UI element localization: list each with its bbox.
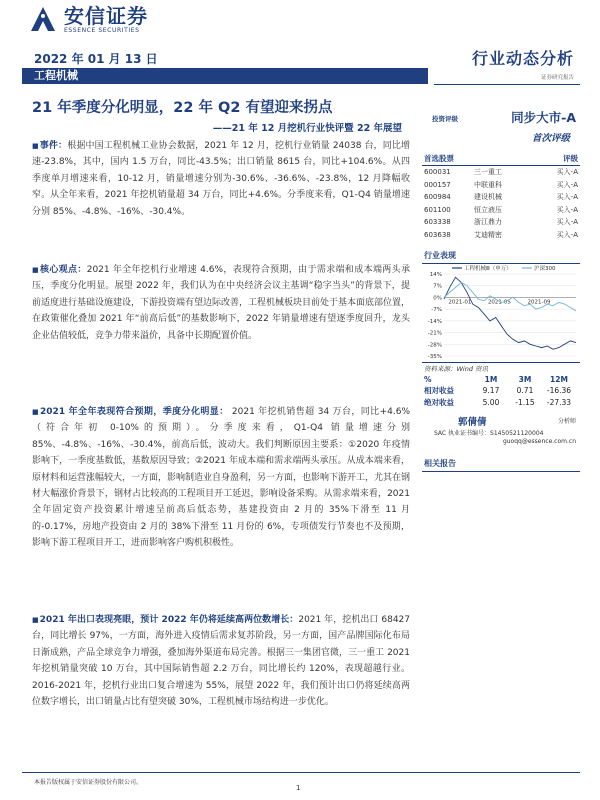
stock-rating: 买入-A bbox=[556, 218, 578, 227]
stock-row bbox=[422, 229, 580, 242]
perf-1m: 5.00 bbox=[482, 397, 500, 407]
y-tick-label: -35% bbox=[427, 353, 442, 360]
report-type: 行业动态分析 bbox=[471, 49, 574, 68]
trend-chart-svg bbox=[422, 264, 580, 362]
stock-rating: 买入-A bbox=[556, 168, 578, 176]
data-source: 资料来源：Wind 资讯 bbox=[422, 362, 580, 374]
paragraph-export bbox=[32, 612, 410, 710]
x-tick-label: 2021-09 bbox=[527, 298, 551, 305]
performance-header bbox=[422, 374, 580, 386]
analyst-certificate: SAC 执业证书编号：S1450521120004 bbox=[434, 430, 544, 438]
stock-table-header bbox=[422, 152, 580, 166]
stock-code: 600984 bbox=[424, 193, 451, 202]
stock-code: 600031 bbox=[424, 168, 451, 176]
y-tick-label: 14% bbox=[429, 271, 442, 278]
paragraph-text: 根据中国工程机械工业协会数据，2021 年 12 月，挖机行业销量 24038 台，同比增速-23.8%，其中，国内 1.5 万台，同比-43.5%；出口销量 8615 台，同比+104.6%。从四季度单月增速来看，10-12 月，销量增速分别为-30.6%、-36.6%、-23.8%，12 月降幅收窄。从全年来看，2021 年挖机销量超 34 万台，同比+4.6%。分季度来看，Q1-Q4 销量增速分别 85%、-4.8%、-16%、-30.4%。 bbox=[32, 141, 410, 217]
paragraph-text: 2021 年，挖机出口 68427 台，同比增长 97%，一方面，海外进入疫情后需求复苏阶段，另一方面，国产品牌国际化布局日渐成熟，产品全球竞争力增强，叠加海外渠道布局完善。根据三一集团官微，三一重工 2021 年挖机销量突破 10 万台，其中国际销售超 2.2 万台，同比增长约 120%，表现超越行业。2016-2021 年，挖机行业出口复合增速为 55%，展望 2022 年，我们预计出口仍将延续高两位数字增长，出口销量占比有望突破 30%，工程机械市场结构进一步优化。 bbox=[32, 615, 410, 708]
stock-rating: 买入-A bbox=[556, 193, 578, 202]
footer-divider bbox=[22, 772, 580, 773]
rating-section bbox=[422, 106, 580, 152]
paragraph-lead: 事件： bbox=[39, 141, 68, 151]
stock-name: 浙江鼎力 bbox=[474, 218, 502, 227]
stock-name: 中联重科 bbox=[474, 180, 502, 189]
y-tick-label: -7% bbox=[431, 306, 442, 313]
paragraph-text: 2021 年挖机销售超 34 万台，同比+4.6%（符合年初 0-10%的预期）。分季度来看，Q1-Q4 销量增速分别 85%、-4.8%、-16%、-30.4%，前高后低，波动大。我们判断原因主要系：①2020 年疫情影响下，一季度基数低，基数原因导致；②2021 年成本端和需求端两头承压。从成本端来看，原材料和运营涨幅较大，一方面，影响制造业自身盈利，另一方面，也影响下游开工，尤其在钢材大幅涨价背景下，钢材占比较高的工程项目开工延迟，影响设备采购。从需求端来看，2021 全年固定资产投资累计增速呈前高后低态势，基建投资由 2 月的 35%下滑至 11 月的-0.17%，房地产投资由 2 月的 38%下滑至 11 月份的 6%，专项债发行节奏也不及预期，影响下游工程项目开工，进而影响客户购机积极性。 bbox=[32, 407, 411, 549]
stock-code: 000157 bbox=[424, 180, 451, 189]
analyst-name: 郭倩倩 bbox=[458, 417, 487, 429]
logo-mark-icon bbox=[28, 4, 58, 34]
stock-header-rating: 评级 bbox=[563, 154, 578, 163]
stock-row bbox=[422, 191, 580, 204]
report-title: 21 年季度分化明显，22 年 Q2 有望迎来拐点 bbox=[32, 100, 333, 116]
footer-text: 本报告版权属于安信证券股份有限公司。 bbox=[34, 779, 143, 786]
stock-header-code: 首选股票 bbox=[424, 154, 454, 163]
legend-label: 工程机械Ⅲ（申万） bbox=[464, 265, 512, 272]
stock-name: 恒立液压 bbox=[474, 205, 502, 214]
paragraph-lead: 核心观点： bbox=[39, 265, 87, 275]
performance-row bbox=[422, 397, 580, 409]
sidebar bbox=[422, 106, 580, 472]
analyst-section bbox=[422, 412, 580, 458]
related-reports-title: 相关报告 bbox=[422, 458, 580, 472]
stock-code: 601100 bbox=[424, 205, 451, 214]
perf-label: 绝对收益 bbox=[424, 397, 454, 407]
stock-row bbox=[422, 166, 580, 179]
y-tick-label: 0% bbox=[433, 294, 442, 301]
bullet-icon: ■ bbox=[32, 408, 40, 416]
paragraph-lead: 2021 年全年表现符合预期，季度分化明显： bbox=[40, 407, 229, 417]
analyst-role: 分析师 bbox=[557, 418, 576, 426]
legend-label: 沪深300 bbox=[534, 265, 556, 272]
perf-3m: -1.15 bbox=[515, 397, 535, 407]
stock-rating: 买入-A bbox=[556, 180, 578, 189]
bullet-icon: ■ bbox=[32, 266, 39, 274]
y-tick-label: 7% bbox=[433, 283, 442, 290]
logo-english-name: ESSENCE SECURITIES bbox=[64, 26, 140, 34]
x-tick-label: 2021-05 bbox=[487, 298, 511, 305]
x-tick-label: 2021-01 bbox=[448, 298, 472, 305]
industry-banner: 工程机械 bbox=[22, 68, 428, 84]
perf-3m: 0.71 bbox=[516, 386, 534, 396]
paragraph-event bbox=[32, 138, 410, 220]
y-tick-label: -28% bbox=[427, 341, 442, 348]
rating-status: 首次评级 bbox=[531, 133, 570, 144]
stock-row bbox=[422, 216, 580, 229]
stock-code: 603638 bbox=[424, 230, 451, 239]
perf-label: 相对收益 bbox=[424, 386, 454, 396]
industry-trend-title: 行业表现 bbox=[422, 250, 580, 264]
paragraph-core-view bbox=[32, 262, 410, 344]
perf-header-3m: 3M bbox=[518, 374, 532, 384]
series-line-0 bbox=[444, 277, 576, 349]
trend-chart bbox=[422, 264, 580, 362]
analyst-email[interactable]: guoqq@essence.com.cn bbox=[502, 438, 576, 446]
stock-header-name bbox=[474, 152, 540, 165]
header-divider bbox=[434, 84, 580, 85]
stock-rating: 买入-A bbox=[556, 205, 578, 214]
rating-value: 同步大市-A bbox=[511, 110, 576, 125]
logo-name: 安信证券 bbox=[64, 3, 148, 28]
stock-code: 603338 bbox=[424, 218, 451, 227]
stock-name: 建设机械 bbox=[474, 193, 502, 202]
perf-header-12m: 12M bbox=[550, 374, 568, 384]
bullet-icon: ■ bbox=[32, 616, 39, 624]
report-category: 证券研究报告 bbox=[540, 75, 574, 81]
perf-header-1m: 1M bbox=[484, 374, 498, 384]
report-type-box bbox=[472, 46, 574, 81]
bullet-icon: ■ bbox=[32, 142, 39, 150]
report-subtitle: ——21 年 12 月挖机行业快评暨 22 年展望 bbox=[212, 123, 402, 134]
paragraph-text: 2021 年全年挖机行业增速 4.6%，表现符合预期，由于需求端和成本端两头承压，季度分化明显。展望 2022 年，我们认为在中央经济会议主基调“稳字当头”的背景下，提前适度进行基础设施建设，下游投资端有望边际改善，工程机械板块目前处于基本面底部位置，在政策催化叠加 2021 年“前高后低”的基数影响下，2022 年销量增速有望逐季度回升，龙头企业估值较低，竞争力带来溢价，具备中长期配置价值。 bbox=[32, 265, 411, 341]
performance-row bbox=[422, 385, 580, 397]
stock-row bbox=[422, 204, 580, 217]
y-tick-label: -14% bbox=[427, 318, 442, 325]
perf-12m: -27.33 bbox=[546, 397, 572, 407]
perf-1m: 9.17 bbox=[482, 386, 500, 396]
perf-header-label: % bbox=[424, 374, 432, 384]
report-date: 2022 年 01 月 13 日 bbox=[34, 52, 158, 66]
stock-name: 三一重工 bbox=[474, 168, 502, 176]
perf-12m: -16.36 bbox=[546, 386, 572, 396]
paragraph-lead: 2021 年出口表现亮眼，预计 2022 年仍将延续高两位数增长： bbox=[39, 615, 299, 625]
company-logo bbox=[28, 4, 148, 34]
stock-row bbox=[422, 179, 580, 192]
page-number: 1 bbox=[296, 784, 301, 792]
rating-label: 投资评级 bbox=[432, 115, 458, 123]
stock-rating: 买入-A bbox=[556, 230, 578, 239]
y-tick-label: -21% bbox=[427, 330, 442, 337]
paragraph-full-year bbox=[32, 404, 410, 552]
stock-name: 艾迪精密 bbox=[474, 230, 502, 239]
